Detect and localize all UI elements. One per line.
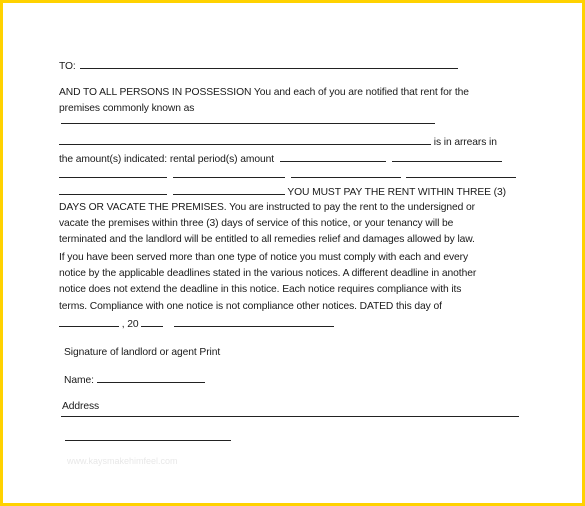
dated-extra-field[interactable] <box>174 315 334 327</box>
body-line: DAYS OR VACATE THE PREMISES. You are instructed to pay the rent to the undersigned or <box>59 202 475 213</box>
to-row <box>59 57 458 75</box>
date-year-field[interactable] <box>141 315 163 327</box>
body-line: notice does not extend the deadline in this notice. Each notice requires compliance with its <box>59 284 462 295</box>
premises-address-field-2[interactable] <box>59 133 431 145</box>
premises-address-field-1[interactable] <box>61 123 435 124</box>
amount-field-4[interactable] <box>173 183 285 195</box>
date-year-prefix: , 20 <box>121 319 139 330</box>
address-field[interactable] <box>61 416 519 417</box>
date-row <box>59 315 334 333</box>
name-row <box>64 371 205 389</box>
to-label: TO: <box>59 61 76 72</box>
amount-field-1[interactable] <box>392 150 502 162</box>
body-line: vacate the premises within three (3) days of service of this notice, or your tenancy will be <box>59 218 454 229</box>
name-label: Name: <box>64 375 94 386</box>
to-field[interactable] <box>80 57 458 69</box>
must-pay-row <box>59 183 506 201</box>
arrears-text: is in arrears in <box>433 137 497 148</box>
amount-field-3[interactable] <box>406 166 516 178</box>
amount-field-2[interactable] <box>173 166 285 178</box>
rental-period-field-1[interactable] <box>280 150 386 162</box>
rental-period-field-2[interactable] <box>59 166 167 178</box>
notice-line-1: AND TO ALL PERSONS IN POSSESSION You and each of you are notified that rent for the <box>59 87 469 98</box>
notice-line-2: premises commonly known as <box>59 103 195 114</box>
signature-text: Signature of landlord or agent Print <box>64 347 221 358</box>
amount-text: the amount(s) indicated: rental period(s) amount <box>59 154 274 165</box>
arrears-row <box>59 133 497 151</box>
blank-fields-row <box>59 166 516 184</box>
watermark-text: www.kaysmakehimfeel.com <box>67 456 178 466</box>
body-line: terminated and the landlord will be entitled to all remedies relief and damages allowed by law. <box>59 234 475 245</box>
body-line: terms. Compliance with one notice is not compliance other notices. DATED this day of <box>59 301 442 312</box>
must-pay-text: YOU MUST PAY THE RENT WITHIN THREE (3) <box>287 187 506 198</box>
address-field-2[interactable] <box>65 440 231 441</box>
rental-period-field-4[interactable] <box>59 183 167 195</box>
body-line: notice by the applicable deadlines stated in the various notices. A different deadline in another <box>59 268 477 279</box>
address-label: Address <box>62 401 100 412</box>
rental-period-field-3[interactable] <box>291 166 401 178</box>
date-day-field[interactable] <box>59 315 119 327</box>
body-line: If you have been served more than one type of notice you must comply with each and every <box>59 252 469 263</box>
name-field[interactable] <box>97 371 205 383</box>
